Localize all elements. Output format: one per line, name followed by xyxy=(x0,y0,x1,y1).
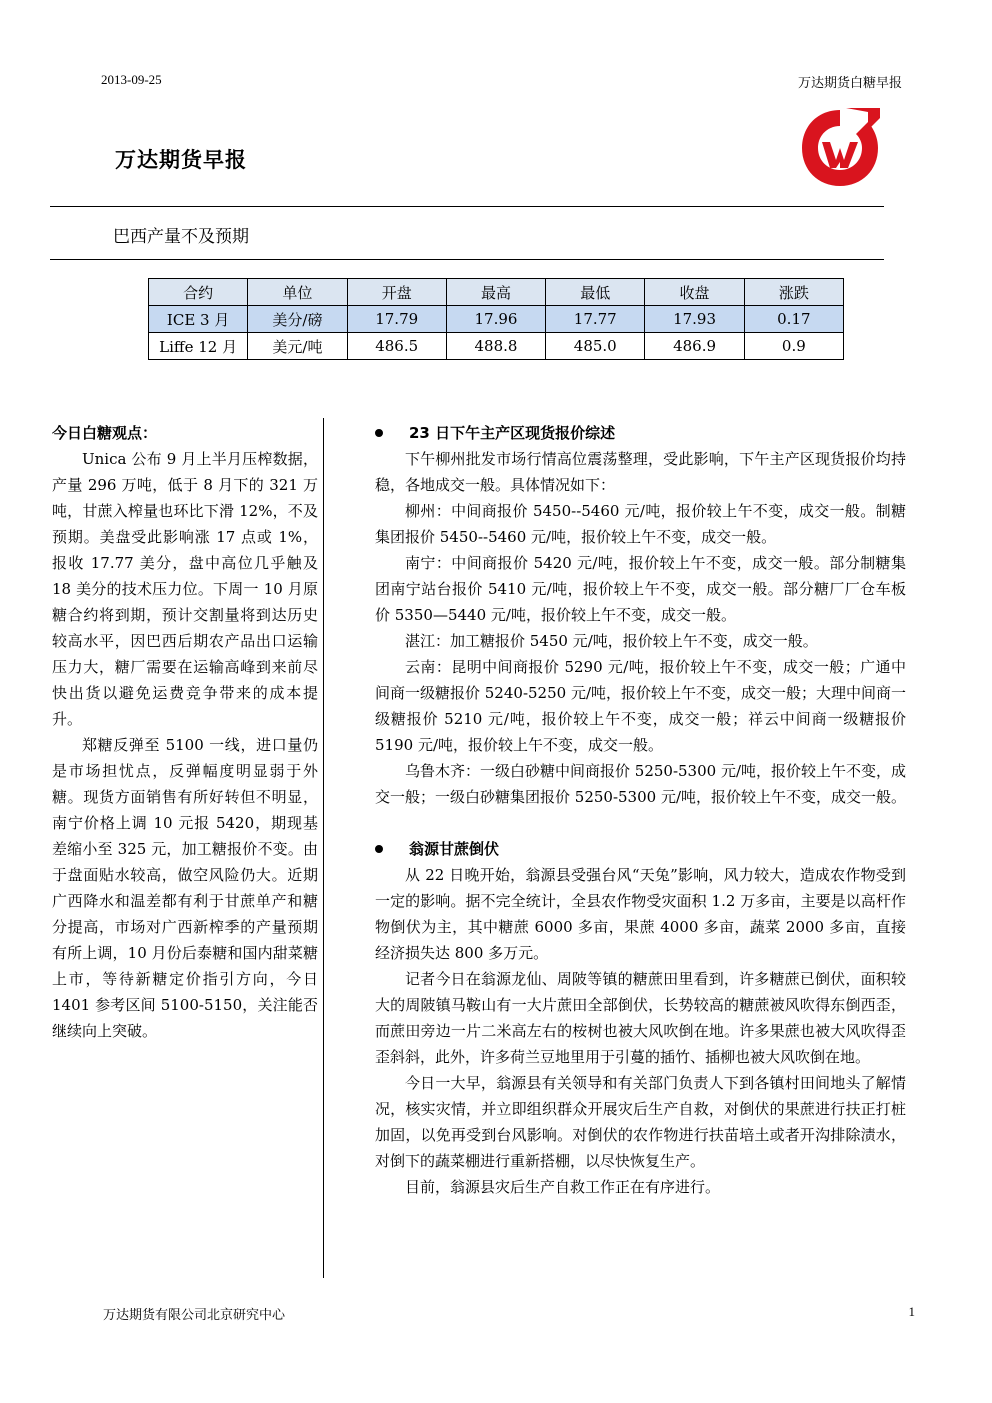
report-series-name: 万达期货白糖早报 xyxy=(797,76,902,91)
news-paragraph: 从 22 日晚开始，翁源县受强台风“天兔”影响，风力较大，造成农作物受到一定的影响。据不完全统计，全县农作物受灾面积 1.2 万多亩，主要是以高杆作物倒伏为主，其中糖蔗 6000 多亩，果蔗 4000 多亩，蔬菜 2000 多亩，直接经济损失达 800 多万元。 xyxy=(375,866,906,962)
table-header-row xyxy=(149,279,844,306)
quotes-table xyxy=(148,278,844,360)
bullet-icon xyxy=(375,845,383,853)
subtitle-divider xyxy=(50,259,884,260)
page-number: 1 xyxy=(908,1304,915,1319)
table-cell: 486.5 xyxy=(347,333,446,360)
table-header-cell: 涨跌 xyxy=(744,279,843,306)
report-date: 2013-09-25 xyxy=(101,72,162,87)
news-paragraph: 今日一大早，翁源县有关领导和有关部门负责人下到各镇村田间地头了解情况，核实灾情，并立即组织群众开展灾后生产自救，对倒伏的果蔗进行扶正打桩加固，以免再受到台风影响。对倒伏的农作物进行扶苗培土或者开沟排除渍水，对倒下的蔬菜棚进行重新搭棚，以尽快恢复生产。 xyxy=(375,1074,906,1170)
section-title: 翁源甘蔗倒伏 xyxy=(409,840,500,858)
table-cell: Liffe 12 月 xyxy=(149,333,248,360)
table-cell: 17.79 xyxy=(347,306,446,333)
news-column xyxy=(375,420,906,1200)
market-view-paragraph: Unica 公布 9 月上半月压榨数据，产量 296 万吨，低于 8 月下的 321 万吨，甘蔗入榨量也环比下滑 12%，不及预期。美盘受此影响涨 17 点或 1%，报收 17.77 美分，盘中高位几乎触及 18 美分的技术压力位。下周一 10 月原糖合约将到期，预计交割量将到达历史较高水平，因巴西后期农产品出口运输压力大，糖厂需要在运输高峰到来前尽快出货以避免运费竞争带来的成本提升。 xyxy=(52,450,318,728)
market-view-heading: 今日白糖观点： xyxy=(52,424,158,442)
news-paragraph: 南宁：中间商报价 5420 元/吨，报价较上午不变，成交一般。部分制糖集团南宁站台报价 5410 元/吨，报价较上午不变，成交一般。部分糖厂厂仓车板价 5350—5440 元/吨，报价较上午不变，成交一般。 xyxy=(375,554,906,624)
table-cell: 486.9 xyxy=(645,333,744,360)
news-paragraph: 记者今日在翁源龙仙、周陂等镇的糖蔗田里看到，许多糖蔗已倒伏，面积较大的周陂镇马鞍山有一大片蔗田全部倒伏，长势较高的糖蔗被风吹得东倒西歪，而蔗田旁边一片二米高左右的桉树也被大风吹倒在地。许多果蔗也被大风吹得歪歪斜斜，此外，许多荷兰豆地里用于引蔓的插竹、插柳也被大风吹倒在地。 xyxy=(375,970,906,1066)
table-cell: 0.17 xyxy=(744,306,843,333)
table-row xyxy=(149,333,844,360)
section-title: 23 日下午主产区现货报价综述 xyxy=(409,424,616,442)
wanda-futures-logo-icon xyxy=(796,104,884,192)
table-header-cell: 合约 xyxy=(149,279,248,306)
page-subtitle: 巴西产量不及预期 xyxy=(113,227,249,247)
table-cell: 485.0 xyxy=(546,333,645,360)
news-paragraph: 柳州：中间商报价 5450--5460 元/吨，报价较上午不变，成交一般。制糖集团报价 5450--5460 元/吨，报价较上午不变，成交一般。 xyxy=(375,502,906,546)
table-cell: ICE 3 月 xyxy=(149,306,248,333)
table-header-cell: 单位 xyxy=(248,279,347,306)
title-divider xyxy=(50,206,884,207)
news-paragraph: 乌鲁木齐：一级白砂糖中间商报价 5250-5300 元/吨，报价较上午不变，成交一般；一级白砂糖集团报价 5250-5300 元/吨，报价较上午不变，成交一般。 xyxy=(375,762,907,806)
news-paragraph: 下午柳州批发市场行情高位震荡整理，受此影响，下午主产区现货报价均持稳，各地成交一般。具体情况如下： xyxy=(375,450,906,494)
footer-company: 万达期货有限公司北京研究中心 xyxy=(103,1308,286,1323)
table-header-cell: 最高 xyxy=(446,279,545,306)
section-heading xyxy=(375,836,906,862)
table-header-cell: 收盘 xyxy=(645,279,744,306)
section-spacer xyxy=(375,810,906,836)
column-divider xyxy=(323,418,324,1278)
market-view-paragraph: 郑糖反弹至 5100 一线，进口量仍是市场担忧点，反弹幅度明显弱于外糖。现货方面销售有所好转但不明显，南宁价格上调 10 元报 5420，期现基差缩小至 325 元，加工糖报价不变。由于盘面贴水较高，做空风险仍大。近期广西降水和温差都有利于甘蔗单产和糖分提高，市场对广西新榨季的产量预期有所上调，10 月份后泰糖和国内甜菜糖上市，等待新糖定价指引方向，今日 1401 参考区间 5100-5150，关注能否继续向上突破。 xyxy=(52,736,318,1040)
table-header-cell: 开盘 xyxy=(347,279,446,306)
bullet-icon xyxy=(375,429,383,437)
market-view-column xyxy=(52,420,318,1044)
table-cell: 488.8 xyxy=(446,333,545,360)
news-paragraph: 云南：昆明中间商报价 5290 元/吨，报价较上午不变，成交一般；广通中间商一级糖报价 5240-5250 元/吨，报价较上午不变，成交一般；大理中间商一级糖报价 5210 元/吨，报价较上午不变，成交一般；祥云中间商一级糖报价 5190 元/吨，报价较上午不变，成交一般。 xyxy=(375,658,907,754)
table-cell: 美元/吨 xyxy=(248,333,347,360)
table-cell: 0.9 xyxy=(744,333,843,360)
news-paragraph: 湛江：加工糖报价 5450 元/吨，报价较上午不变，成交一般。 xyxy=(405,632,818,650)
section-heading xyxy=(375,420,906,446)
table-cell: 17.93 xyxy=(645,306,744,333)
page-title: 万达期货早报 xyxy=(115,148,247,172)
table-cell: 17.77 xyxy=(546,306,645,333)
news-paragraph: 目前，翁源县灾后生产自救工作正在有序进行。 xyxy=(405,1178,721,1196)
table-header-cell: 最低 xyxy=(546,279,645,306)
table-row xyxy=(149,306,844,333)
table-cell: 17.96 xyxy=(446,306,545,333)
table-cell: 美分/磅 xyxy=(248,306,347,333)
